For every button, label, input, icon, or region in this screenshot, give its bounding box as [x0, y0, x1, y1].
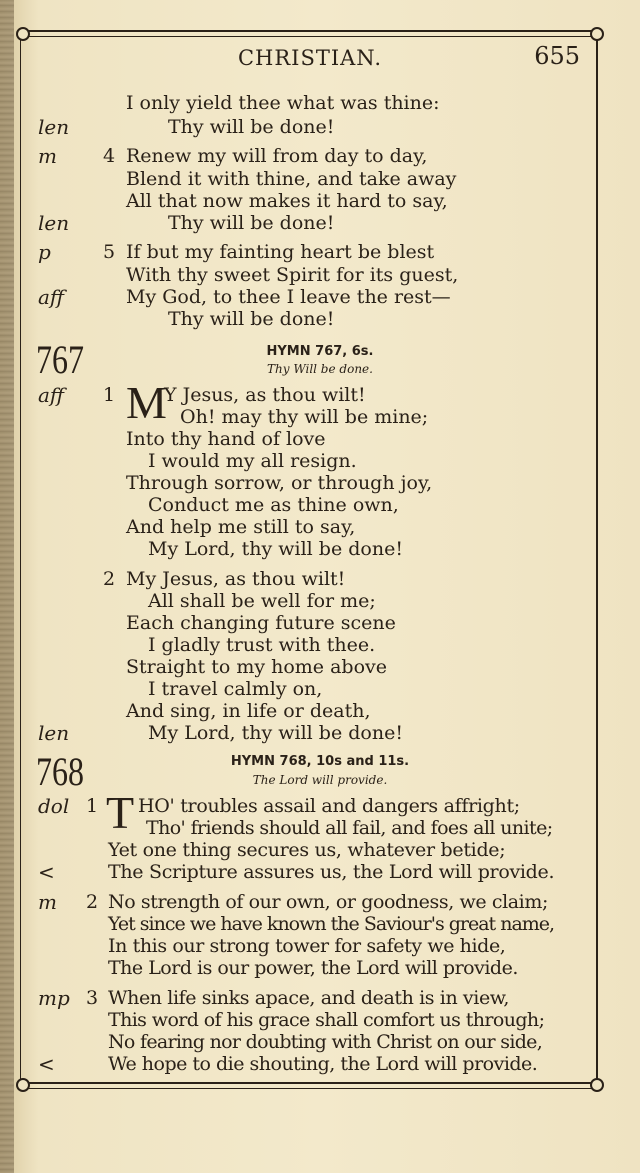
- verse-line: When life sinks apace, and death is in view,: [108, 987, 510, 1009]
- verse-line: Thy will be done!: [168, 116, 335, 138]
- verse-number: 3: [86, 987, 99, 1009]
- book-spine: [0, 0, 14, 1173]
- verse-line: My Jesus, as thou wilt!: [126, 568, 346, 590]
- dynamic-mark: len: [38, 115, 70, 139]
- verse-number: 5: [103, 241, 116, 263]
- verse-line: My Lord, thy will be done!: [148, 722, 403, 744]
- verse-line: All that now makes it hard to say,: [126, 190, 448, 212]
- verse-line: Thy will be done!: [168, 212, 335, 234]
- verse-line: And help me still to say,: [126, 516, 356, 538]
- drop-cap: M: [126, 377, 167, 428]
- drop-cap: T: [106, 787, 135, 838]
- hymn-number: 768: [36, 749, 84, 794]
- verse-number: 1: [86, 795, 99, 817]
- bottom-border-rule: [18, 1082, 600, 1089]
- verse-line: My God, to thee I leave the rest—: [126, 286, 451, 308]
- dynamic-mark: m: [38, 890, 57, 914]
- verse-line: Tho' friends should all fail, and foes all unite;: [146, 817, 553, 839]
- verse-line: Each changing future scene: [126, 612, 396, 634]
- verse-number: 2: [103, 568, 116, 590]
- hymn-subtitle: Thy Will be done.: [267, 362, 373, 376]
- corner-ornament-icon: [16, 27, 30, 41]
- left-border-rule: [20, 32, 21, 1084]
- verse-line: This word of his grace shall comfort us through;: [108, 1009, 545, 1031]
- running-header: CHRISTIAN.: [237, 46, 383, 70]
- dynamic-mark: len: [38, 721, 70, 745]
- verse-number: 2: [86, 891, 99, 913]
- dynamic-mark: dol: [38, 794, 70, 818]
- verse-line: Into thy hand of love: [126, 428, 326, 450]
- verse-line: Straight to my home above: [126, 656, 387, 678]
- verse-line: My Lord, thy will be done!: [148, 538, 403, 560]
- hymn-subtitle: The Lord will provide.: [252, 773, 388, 787]
- corner-ornament-icon: [16, 1078, 30, 1092]
- verse-line: Y Jesus, as thou wilt!: [164, 384, 366, 406]
- verse-line: I would my all resign.: [148, 450, 357, 472]
- dynamic-mark: m: [38, 144, 57, 168]
- page-number: 655: [534, 42, 580, 70]
- verse-line: Renew my will from day to day,: [126, 145, 428, 167]
- verse-line: Oh! may thy will be mine;: [180, 406, 429, 428]
- verse-line: With thy sweet Spirit for its guest,: [126, 264, 459, 286]
- verse-line: I travel calmly on,: [148, 678, 323, 700]
- dynamic-mark: len: [38, 211, 70, 235]
- dynamic-mark: aff: [38, 285, 65, 309]
- verse-line: In this our strong tower for safety we hide,: [108, 935, 506, 957]
- hymn-title: HYMN 768, 10s and 11s.: [230, 754, 410, 769]
- verse-line: All shall be well for me;: [148, 590, 376, 612]
- verse-line: The Lord is our power, the Lord will provide.: [108, 957, 518, 979]
- verse-line: No fearing nor doubting with Christ on our side,: [108, 1031, 543, 1053]
- verse-line: The Scripture assures us, the Lord will provide.: [108, 861, 555, 883]
- verse-line: No strength of our own, or goodness, we claim;: [108, 891, 548, 913]
- verse-line: Yet since we have known the Saviour's great name,: [108, 913, 555, 935]
- dynamic-mark: mp: [38, 986, 70, 1010]
- corner-ornament-icon: [590, 27, 604, 41]
- verse-line: Conduct me as thine own,: [148, 494, 399, 516]
- verse-line: Thy will be done!: [168, 308, 335, 330]
- verse-line: HO' troubles assail and dangers affright;: [138, 795, 520, 817]
- verse-number: 4: [103, 145, 116, 167]
- dynamic-mark: <: [38, 860, 55, 884]
- verse-number: 1: [103, 384, 116, 406]
- verse-line: Through sorrow, or through joy,: [126, 472, 433, 494]
- dynamic-mark: p: [38, 240, 51, 264]
- hymn-number: 767: [36, 337, 84, 382]
- verse-line: If but my fainting heart be blest: [126, 241, 435, 263]
- right-border-rule: [596, 32, 598, 1084]
- verse-line: And sing, in life or death,: [126, 700, 371, 722]
- hymn-title: HYMN 767, 6s.: [266, 344, 374, 359]
- corner-ornament-icon: [590, 1078, 604, 1092]
- verse-line: I only yield thee what was thine:: [126, 92, 440, 114]
- verse-line: I gladly trust with thee.: [148, 634, 376, 656]
- verse-line: Blend it with thine, and take away: [126, 168, 457, 190]
- verse-line: We hope to die shouting, the Lord will provide.: [108, 1053, 538, 1075]
- dynamic-mark: <: [38, 1052, 55, 1076]
- verse-line: Yet one thing secures us, whatever betide;: [108, 839, 506, 861]
- top-border-rule: [18, 30, 600, 37]
- dynamic-mark: aff: [38, 383, 65, 407]
